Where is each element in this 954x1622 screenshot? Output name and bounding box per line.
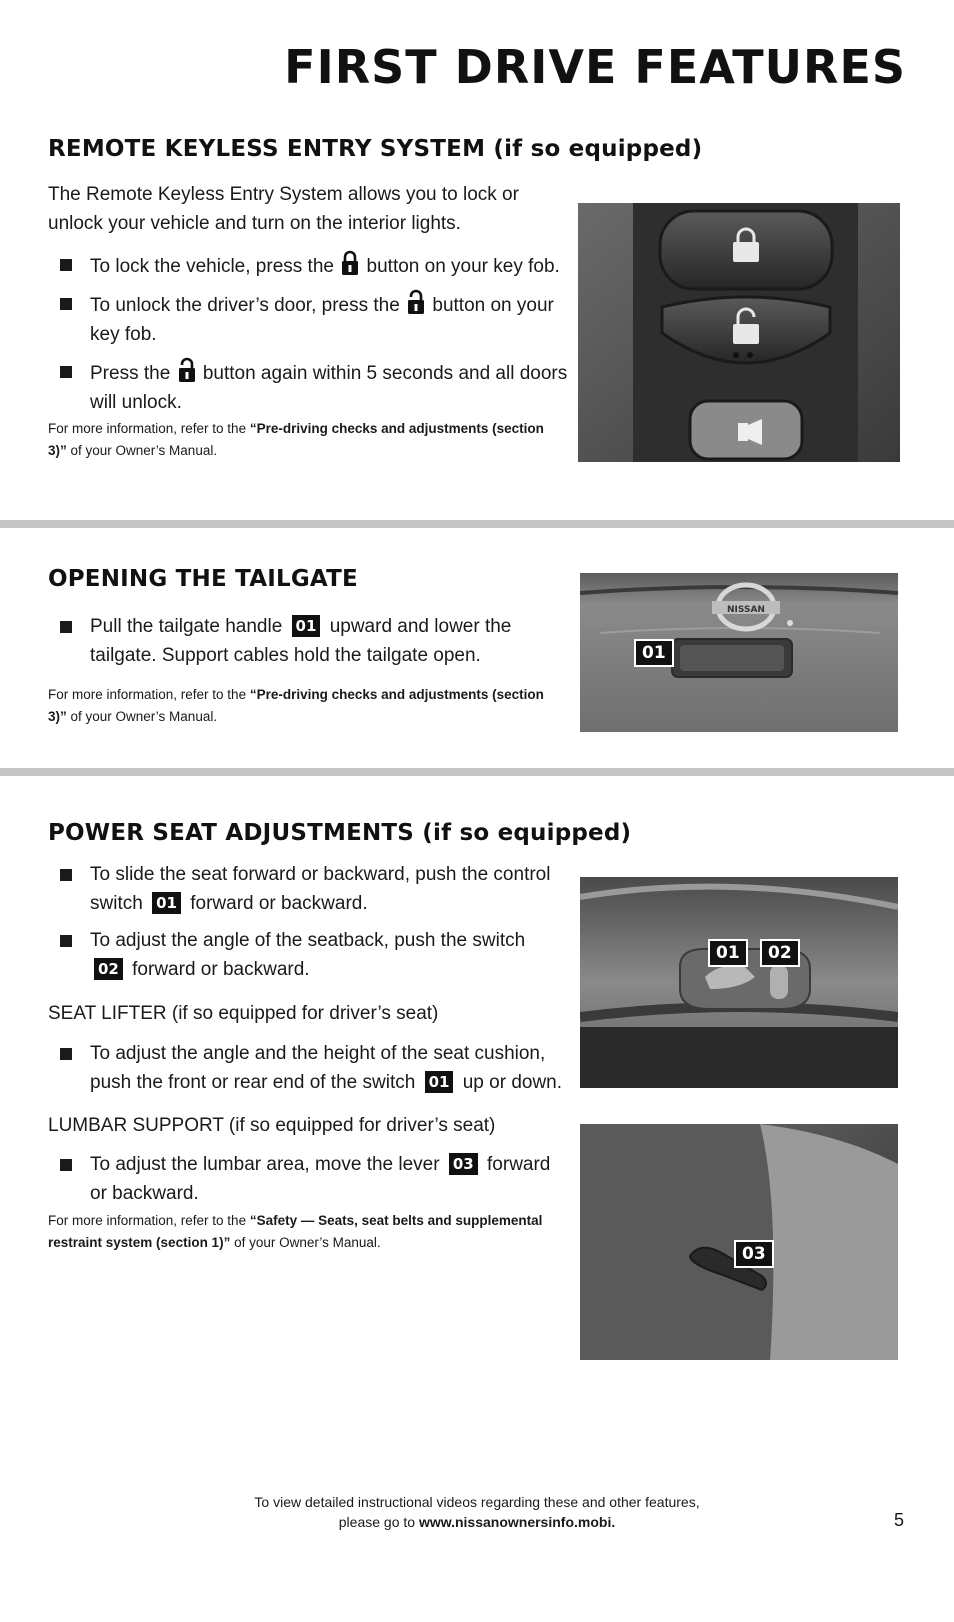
keyless-bullets: [60, 250, 580, 425]
tailgate-heading: OPENING THE TAILGATE: [48, 566, 358, 592]
callout-badge: 01: [152, 892, 181, 914]
callout-badge: 03: [449, 1153, 478, 1175]
bullet-square: [60, 621, 72, 633]
callout-badge: 01: [292, 615, 321, 637]
callout-badge: 02: [94, 958, 123, 980]
section-divider: [0, 768, 954, 776]
lumbar-subhead: LUMBAR SUPPORT (if so equipped for driver’s seat): [48, 1115, 496, 1136]
seat-lifter-bullets: [60, 1039, 572, 1105]
owners-info-link[interactable]: www.nissanownersinfo.mobi.: [418, 1514, 616, 1530]
callout-badge: 01: [425, 1071, 454, 1093]
list-item: To adjust the angle of the seatback, push the switch 02 forward or backward.: [60, 926, 560, 984]
key-fob-illustration: [578, 203, 900, 462]
photo-callout-badge: 01: [708, 939, 748, 967]
seat-switch-illustration: [580, 877, 898, 1088]
bullet-square: [60, 1159, 72, 1171]
bullet-square: [60, 259, 72, 271]
list-item: To unlock the driver’s door, press the button on your key fob.: [60, 289, 580, 349]
bullet-square: [60, 935, 72, 947]
bullet-square: [60, 869, 72, 881]
tailgate-photo: [580, 573, 898, 732]
bullet-square: [60, 366, 72, 378]
keyless-intro: The Remote Keyless Entry System allows you to lock or unlock your vehicle and turn on the interior lights.: [48, 184, 519, 234]
tailgate-note: For more information, refer to the “Pre-driving checks and adjustments (section 3)” of your Owner’s Manual.: [48, 687, 544, 724]
keyless-heading: REMOTE KEYLESS ENTRY SYSTEM (if so equipped): [48, 136, 703, 162]
page-number: 5: [893, 1510, 904, 1530]
bullet-square: [60, 1048, 72, 1060]
lumbar-bullets: [60, 1150, 560, 1216]
seat-heading: POWER SEAT ADJUSTMENTS (if so equipped): [48, 820, 632, 846]
unlock-icon: [407, 289, 425, 315]
photo-callout-badge: 03: [734, 1240, 774, 1268]
page-title: FIRST DRIVE FEATURES: [284, 40, 906, 94]
section-divider: [0, 520, 954, 528]
footer-text: To view detailed instructional videos regarding these and other features, please go to www.nissanownersinfo.mobi.: [254, 1494, 700, 1530]
seat-lifter-subhead: SEAT LIFTER (if so equipped for driver’s seat): [48, 1003, 439, 1024]
unlock-icon: [178, 357, 196, 383]
seat-note: For more information, refer to the “Safety — Seats, seat belts and supplemental restraint system (section 1)” of your Owner’s Manual.: [48, 1213, 543, 1250]
list-item: To adjust the lumbar area, move the lever 03 forward or backward.: [60, 1150, 560, 1208]
tailgate-illustration: [580, 573, 898, 732]
bullet-square: [60, 298, 72, 310]
list-item: To slide the seat forward or backward, push the control switch 01 forward or backward.: [60, 860, 560, 918]
seat-switch-photo: [580, 877, 898, 1088]
photo-callout-badge: 02: [760, 939, 800, 967]
keyless-note: For more information, refer to the “Pre-driving checks and adjustments (section 3)” of your Owner’s Manual.: [48, 421, 544, 458]
list-item: To lock the vehicle, press the button on your key fob.: [60, 250, 580, 281]
list-item: To adjust the angle and the height of the seat cushion, push the front or rear end of the switch 01 up or down.: [60, 1039, 572, 1097]
list-item: Press the button again within 5 seconds and all doors will unlock.: [60, 357, 580, 417]
nissan-logo: NISSAN: [727, 605, 765, 615]
lumbar-lever-photo: [580, 1124, 898, 1360]
seat-bullets: [60, 860, 560, 992]
photo-callout-badge: 01: [634, 639, 674, 667]
list-item: Pull the tailgate handle 01 upward and lower the tailgate. Support cables hold the tailgate open.: [60, 612, 560, 670]
key-fob-photo: [578, 203, 900, 462]
lock-icon: [341, 250, 359, 276]
tailgate-bullets: [60, 612, 560, 678]
